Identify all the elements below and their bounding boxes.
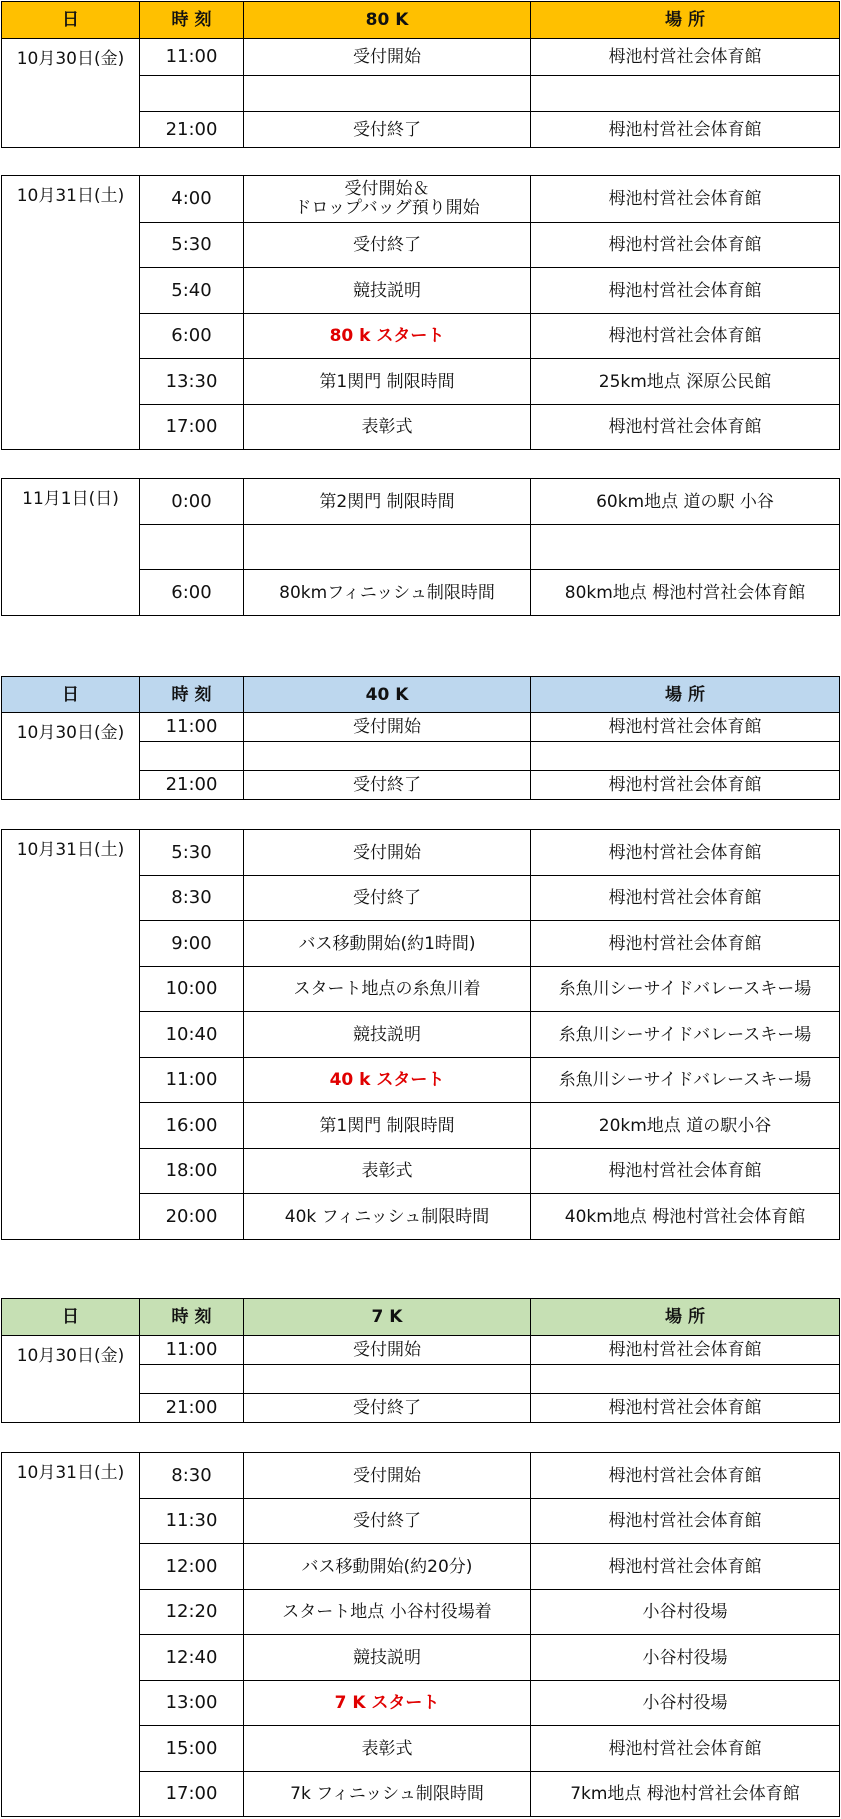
place-cell	[531, 771, 840, 800]
event-cell-text: 受付開始	[353, 1465, 421, 1486]
event-cell	[244, 570, 531, 616]
event-cell-text: 受付終了	[353, 1398, 421, 1418]
event-cell-text: 競技説明	[353, 1024, 421, 1045]
place-cell-text: 栂池村営社会体育館	[608, 775, 762, 795]
time-cell-text: 20:00	[165, 1205, 218, 1227]
place-cell-text: 25km地点 深原公民館	[598, 371, 772, 392]
header-course-title-text: 80 K	[365, 10, 409, 30]
event-cell-text: 第1関門 制限時間	[319, 1115, 455, 1136]
time-cell	[140, 1681, 244, 1726]
event-cell	[244, 112, 531, 148]
event-cell-text: 受付終了	[353, 119, 421, 140]
time-cell	[140, 830, 244, 876]
event-cell	[244, 1681, 531, 1726]
place-cell	[531, 1336, 840, 1365]
time-cell-text: 9:00	[171, 932, 212, 954]
time-cell	[140, 967, 244, 1012]
place-cell	[531, 314, 840, 359]
place-cell	[531, 112, 840, 148]
header-day	[2, 677, 140, 713]
place-cell-text: 糸魚川シーサイドバレースキー場	[558, 1024, 812, 1045]
table-row	[2, 830, 840, 876]
place-cell-text: 40km地点 栂池村営社会体育館	[564, 1206, 806, 1227]
time-cell	[140, 1635, 244, 1681]
date-cell-text: 10月30日(金)	[16, 723, 125, 743]
event-cell-text: バス移動開始(約20分)	[301, 1556, 473, 1577]
place-cell	[531, 39, 840, 76]
event-cell	[244, 314, 531, 359]
time-cell-text: 17:00	[165, 1783, 218, 1804]
header-day-text: 日	[62, 684, 79, 705]
place-cell	[531, 742, 840, 771]
table-row	[2, 39, 840, 76]
place-cell-text: 栂池村営社会体育館	[608, 189, 762, 209]
event-cell	[244, 359, 531, 405]
day-block	[1, 1452, 840, 1817]
place-cell-text: 栂池村営社会体育館	[608, 717, 762, 737]
event-cell	[244, 771, 531, 800]
place-cell	[531, 1058, 840, 1103]
event-cell	[244, 176, 531, 223]
time-cell	[140, 771, 244, 800]
event-cell-text: 受付終了	[353, 775, 421, 795]
place-cell	[531, 1726, 840, 1772]
date-cell	[2, 176, 140, 450]
place-cell-text: 小谷村役場	[642, 1647, 728, 1668]
time-cell	[140, 742, 244, 771]
event-cell-text: 第1関門 制限時間	[319, 371, 455, 392]
time-cell	[140, 1365, 244, 1394]
event-cell	[244, 525, 531, 570]
header-row	[2, 2, 840, 39]
day-block	[1, 38, 840, 148]
place-cell-text: 栂池村営社会体育館	[608, 1161, 762, 1181]
header-course-title-text: 7 K	[371, 1307, 403, 1327]
time-cell-text: 12:00	[165, 1555, 218, 1577]
time-cell-text: 11:30	[165, 1510, 218, 1531]
place-cell-text: 栂池村営社会体育館	[608, 888, 762, 908]
header-time-text: 時 刻	[171, 10, 212, 30]
time-cell	[140, 1590, 244, 1635]
place-cell-text: 糸魚川シーサイドバレースキー場	[558, 979, 812, 999]
time-cell	[140, 1194, 244, 1240]
header-row	[2, 1299, 840, 1336]
time-cell	[140, 479, 244, 525]
place-cell-text: 栂池村営社会体育館	[608, 1511, 762, 1531]
place-cell-text: 栂池村営社会体育館	[608, 1465, 762, 1486]
time-cell-text: 11:00	[165, 716, 218, 737]
event-cell	[244, 830, 531, 876]
place-cell	[531, 1365, 840, 1394]
date-cell-text: 10月31日(土)	[16, 1463, 125, 1483]
header-place	[531, 2, 840, 39]
event-cell-text: 7k フィニッシュ制限時間	[290, 1784, 484, 1804]
time-cell	[140, 1149, 244, 1194]
event-cell-text: 競技説明	[353, 1647, 421, 1668]
section-header-0	[1, 1, 840, 39]
place-cell	[531, 1544, 840, 1590]
place-cell	[531, 479, 840, 525]
event-cell-text: 受付開始＆	[344, 179, 430, 199]
time-cell	[140, 268, 244, 314]
header-course-title	[244, 2, 531, 39]
place-cell	[531, 1499, 840, 1544]
time-cell-text: 8:30	[171, 887, 212, 908]
place-cell	[531, 570, 840, 616]
event-cell-text: 受付終了	[353, 888, 421, 908]
time-cell	[140, 76, 244, 112]
time-cell	[140, 1772, 244, 1817]
place-cell-text: 栂池村営社会体育館	[608, 47, 762, 67]
place-cell-text: 栂池村営社会体育館	[608, 1398, 762, 1418]
place-cell	[531, 525, 840, 570]
date-cell	[2, 713, 140, 800]
place-cell-text: 栂池村営社会体育館	[608, 842, 762, 863]
time-cell	[140, 112, 244, 148]
time-cell-text: 11:00	[165, 46, 218, 67]
place-cell-text: 小谷村役場	[642, 1602, 728, 1622]
time-cell-text: 21:00	[165, 1397, 218, 1418]
event-cell	[244, 268, 531, 314]
header-place-text: 場 所	[665, 1307, 705, 1327]
place-cell	[531, 1194, 840, 1240]
place-cell-text: 栂池村営社会体育館	[608, 280, 762, 301]
date-cell-text: 10月31日(土)	[16, 840, 125, 860]
time-cell-text: 13:00	[165, 1692, 218, 1713]
event-cell-text: 受付終了	[353, 1511, 421, 1531]
event-cell-text: スタート地点 小谷村役場着	[282, 1602, 492, 1622]
place-cell-text: 80km地点 栂池村営社会体育館	[564, 582, 806, 603]
place-cell	[531, 1635, 840, 1681]
time-cell-text: 18:00	[165, 1160, 218, 1181]
event-cell-text: 受付終了	[353, 235, 421, 255]
time-cell	[140, 1058, 244, 1103]
event-cell	[244, 713, 531, 742]
event-cell	[244, 1336, 531, 1365]
event-cell	[244, 1726, 531, 1772]
time-cell	[140, 1394, 244, 1423]
event-cell	[244, 876, 531, 921]
date-cell-text: 11月1日(日)	[22, 489, 119, 509]
header-time-text: 時 刻	[171, 684, 212, 705]
header-course-title	[244, 677, 531, 713]
event-cell	[244, 1365, 531, 1394]
event-cell-text: 競技説明	[353, 280, 421, 301]
time-cell	[140, 223, 244, 268]
time-cell-text: 5:30	[171, 234, 212, 255]
place-cell-text: 栂池村営社会体育館	[608, 417, 762, 437]
time-cell-text: 13:30	[165, 370, 218, 392]
time-cell	[140, 314, 244, 359]
place-cell	[531, 1453, 840, 1499]
table-row	[2, 479, 840, 525]
date-cell	[2, 479, 140, 616]
time-cell	[140, 1499, 244, 1544]
event-cell-text: スタート地点の糸魚川着	[293, 979, 481, 999]
section-header-1	[1, 676, 840, 713]
place-cell	[531, 268, 840, 314]
header-time	[140, 677, 244, 713]
header-day	[2, 1299, 140, 1336]
place-cell	[531, 405, 840, 450]
place-cell	[531, 176, 840, 223]
header-time	[140, 2, 244, 39]
header-place	[531, 677, 840, 713]
event-cell-text: 受付開始	[353, 1340, 421, 1360]
time-cell-text: 6:00	[171, 581, 212, 603]
place-cell	[531, 1149, 840, 1194]
header-day-text: 日	[62, 10, 79, 30]
place-cell-text: 栂池村営社会体育館	[608, 933, 762, 954]
time-cell	[140, 1726, 244, 1772]
time-cell-text: 17:00	[165, 416, 218, 437]
event-cell	[244, 1499, 531, 1544]
header-time	[140, 1299, 244, 1336]
time-cell-text: 5:40	[171, 279, 212, 301]
time-cell-text: 10:00	[165, 978, 218, 999]
place-cell-text: 栂池村営社会体育館	[608, 235, 762, 255]
place-cell-text: 7km地点 栂池村営社会体育館	[570, 1784, 800, 1804]
event-cell	[244, 1058, 531, 1103]
day-block	[1, 478, 840, 616]
table-row	[2, 1336, 840, 1365]
event-cell-text: 受付開始	[353, 717, 421, 737]
table-row	[2, 1453, 840, 1499]
place-cell	[531, 713, 840, 742]
place-cell-text: 栂池村営社会体育館	[608, 326, 762, 346]
place-cell-text: 栂池村営社会体育館	[608, 1738, 762, 1759]
header-place-text: 場 所	[665, 10, 705, 30]
place-cell	[531, 1772, 840, 1817]
time-cell-text: 8:30	[171, 1464, 212, 1486]
time-cell-text: 4:00	[171, 188, 212, 209]
day-block	[1, 1335, 840, 1423]
header-place	[531, 1299, 840, 1336]
time-cell-text: 16:00	[165, 1114, 218, 1136]
place-cell	[531, 1103, 840, 1149]
time-cell	[140, 1103, 244, 1149]
time-cell	[140, 876, 244, 921]
event-cell	[244, 921, 531, 967]
place-cell	[531, 359, 840, 405]
event-cell	[244, 1103, 531, 1149]
time-cell	[140, 1336, 244, 1365]
time-cell	[140, 921, 244, 967]
event-cell-text: 80kmフィニッシュ制限時間	[279, 582, 495, 603]
place-cell-text: 20km地点 道の駅小谷	[598, 1115, 772, 1136]
place-cell-text: 栂池村営社会体育館	[608, 1340, 762, 1360]
event-cell	[244, 223, 531, 268]
event-cell	[244, 76, 531, 112]
date-cell	[2, 1453, 140, 1817]
event-cell	[244, 967, 531, 1012]
date-cell-text: 10月30日(金)	[16, 49, 125, 69]
place-cell	[531, 223, 840, 268]
event-cell-text: バス移動開始(約1時間)	[298, 933, 476, 954]
header-day	[2, 2, 140, 39]
time-cell	[140, 359, 244, 405]
time-cell	[140, 405, 244, 450]
event-cell-text: 40k フィニッシュ制限時間	[284, 1206, 490, 1227]
table-row	[2, 713, 840, 742]
header-day-text: 日	[62, 1307, 79, 1327]
place-cell-text: 栂池村営社会体育館	[608, 1556, 762, 1577]
time-cell-text: 11:00	[165, 1339, 218, 1360]
event-cell-text: 表彰式	[361, 1738, 413, 1759]
place-cell	[531, 967, 840, 1012]
date-cell	[2, 39, 140, 148]
place-cell-text: 糸魚川シーサイドバレースキー場	[558, 1070, 812, 1090]
place-cell	[531, 76, 840, 112]
time-cell-text: 12:20	[165, 1601, 218, 1622]
time-cell-text: 5:30	[171, 841, 212, 863]
section-header-2	[1, 1298, 840, 1336]
header-course-title	[244, 1299, 531, 1336]
time-cell	[140, 39, 244, 76]
event-cell	[244, 1453, 531, 1499]
day-block	[1, 175, 840, 450]
time-cell	[140, 176, 244, 223]
day-block	[1, 829, 840, 1240]
time-cell	[140, 525, 244, 570]
event-cell	[244, 1012, 531, 1058]
place-cell	[531, 921, 840, 967]
event-cell-text: 受付開始	[353, 47, 421, 67]
event-cell	[244, 479, 531, 525]
event-cell	[244, 1149, 531, 1194]
time-cell	[140, 713, 244, 742]
day-block	[1, 712, 840, 800]
time-cell-text: 21:00	[165, 118, 218, 140]
time-cell	[140, 570, 244, 616]
header-place-text: 場 所	[665, 684, 705, 705]
place-cell-text: 60km地点 道の駅 小谷	[596, 491, 774, 512]
event-cell-text: 80 k スタート	[329, 326, 445, 346]
event-cell	[244, 1635, 531, 1681]
time-cell-text: 10:40	[165, 1023, 218, 1045]
date-cell-text: 10月31日(土)	[16, 186, 125, 206]
event-cell	[244, 1772, 531, 1817]
place-cell-text: 小谷村役場	[642, 1693, 728, 1713]
place-cell	[531, 1681, 840, 1726]
header-time-text: 時 刻	[171, 1307, 212, 1327]
event-cell	[244, 742, 531, 771]
event-cell	[244, 1590, 531, 1635]
time-cell-text: 12:40	[165, 1646, 218, 1668]
date-cell-text: 10月30日(金)	[16, 1346, 125, 1366]
place-cell-text: 栂池村営社会体育館	[608, 119, 762, 140]
event-cell	[244, 1194, 531, 1240]
event-cell	[244, 1544, 531, 1590]
place-cell	[531, 830, 840, 876]
event-cell	[244, 1394, 531, 1423]
time-cell	[140, 1544, 244, 1590]
time-cell-text: 0:00	[171, 490, 212, 512]
header-course-title-text: 40 K	[365, 684, 409, 705]
time-cell-text: 6:00	[171, 325, 212, 346]
event-cell-text: 7 K スタート	[334, 1693, 440, 1713]
time-cell-text: 21:00	[165, 774, 218, 795]
event-cell-text: 表彰式	[361, 417, 413, 437]
event-cell-text: 第2関門 制限時間	[319, 491, 455, 512]
time-cell	[140, 1453, 244, 1499]
event-cell	[244, 39, 531, 76]
date-cell	[2, 830, 140, 1240]
date-cell	[2, 1336, 140, 1423]
place-cell	[531, 1394, 840, 1423]
place-cell	[531, 1012, 840, 1058]
table-row	[2, 176, 840, 223]
event-cell-text: 受付開始	[353, 842, 421, 863]
event-cell	[244, 405, 531, 450]
event-cell-text: 表彰式	[361, 1161, 413, 1181]
place-cell	[531, 1590, 840, 1635]
event-cell-text: 40 k スタート	[329, 1070, 445, 1090]
time-cell-text: 11:00	[165, 1069, 218, 1090]
time-cell-text: 15:00	[165, 1737, 218, 1759]
place-cell	[531, 876, 840, 921]
event-cell-text-line2: ドロップバッグ預り開始	[294, 198, 480, 218]
header-row	[2, 677, 840, 713]
time-cell	[140, 1012, 244, 1058]
